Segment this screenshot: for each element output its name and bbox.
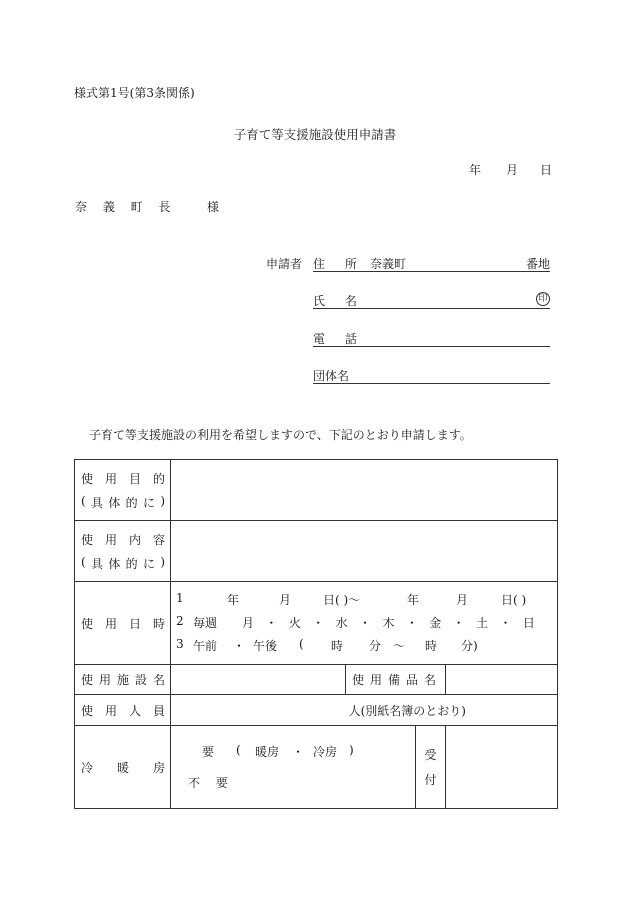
name-label: 氏 名 <box>313 294 365 308</box>
applicant-label: 申請者 <box>266 257 303 271</box>
name-field[interactable] <box>313 292 550 309</box>
purpose-label: 使 用 目 的 ( 具 体 的 に ) <box>75 460 171 521</box>
equipment-label: 使 用 備 品 名 <box>346 665 446 695</box>
application-statement: 子育て等支援施設の利用を希望しますので、下記のとおり申請します。 <box>89 428 472 442</box>
equipment-input[interactable] <box>446 665 558 695</box>
weekday-list: 月 ・ 火 ・ 水 ・ 木 ・ 金 ・ 土 ・ 日 <box>242 616 535 630</box>
date-year: 年 <box>469 163 482 177</box>
address-label: 住 所 <box>313 257 365 271</box>
content-row <box>75 521 558 582</box>
content-input[interactable] <box>171 521 558 582</box>
datetime-input[interactable]: 1 年 月 日( )～ 年 月 日( ) 2 毎週 月 ・ 火 ・ 水 ・ 木 ・ 金 ・ 土 ・ 日 3 午前 ・ 午後 ( 時 分 ～ 時 分) <box>171 582 558 665</box>
facility-label: 使 用 施 設 名 <box>75 665 171 695</box>
form-number: 様式第1号(第3条関係) <box>74 86 195 100</box>
heating-options[interactable]: 要 ( 暖房 ・ 冷房 ) 不 要 <box>171 726 416 809</box>
people-note: 人(別紙名簿のとおり) <box>348 703 466 718</box>
facility-row <box>75 665 558 695</box>
heating-heat[interactable]: 暖房 <box>255 745 280 759</box>
phone-field[interactable] <box>313 330 550 347</box>
application-table <box>74 459 558 809</box>
heating-no-need[interactable]: 不 要 <box>188 776 234 790</box>
address-field[interactable] <box>313 255 550 272</box>
datetime-label: 使 用 日 時 <box>75 582 171 665</box>
people-row <box>75 695 558 726</box>
addressee: 奈 義 町 長 <box>75 200 177 214</box>
heating-cool[interactable]: 冷房 <box>313 745 338 759</box>
heating-label: 冷 暖 房 <box>75 726 171 809</box>
heating-need[interactable]: 要 <box>202 745 215 759</box>
purpose-input[interactable] <box>171 460 558 521</box>
group-field[interactable] <box>313 367 550 384</box>
receipt-input[interactable] <box>446 726 558 809</box>
addressee-honorific: 様 <box>207 200 220 214</box>
date-day: 日 <box>540 163 553 177</box>
facility-input[interactable] <box>171 665 346 695</box>
receipt-label: 受 付 <box>416 726 446 809</box>
purpose-row <box>75 460 558 521</box>
phone-label: 電 話 <box>313 332 365 346</box>
date-month: 月 <box>506 163 519 177</box>
document-title: 子育て等支援施設使用申請書 <box>233 127 397 142</box>
seal-mark: 印 <box>536 292 550 306</box>
address-suffix: 番地 <box>525 257 550 271</box>
content-label: 使 用 内 容 ( 具 体 的 に ) <box>75 521 171 582</box>
people-label: 使 用 人 員 <box>75 695 171 726</box>
datetime-row <box>75 582 558 665</box>
heating-row <box>75 726 558 809</box>
address-prefix: 奈義町 <box>370 257 407 271</box>
group-label: 団体名 <box>313 369 350 383</box>
people-input[interactable] <box>171 695 558 726</box>
